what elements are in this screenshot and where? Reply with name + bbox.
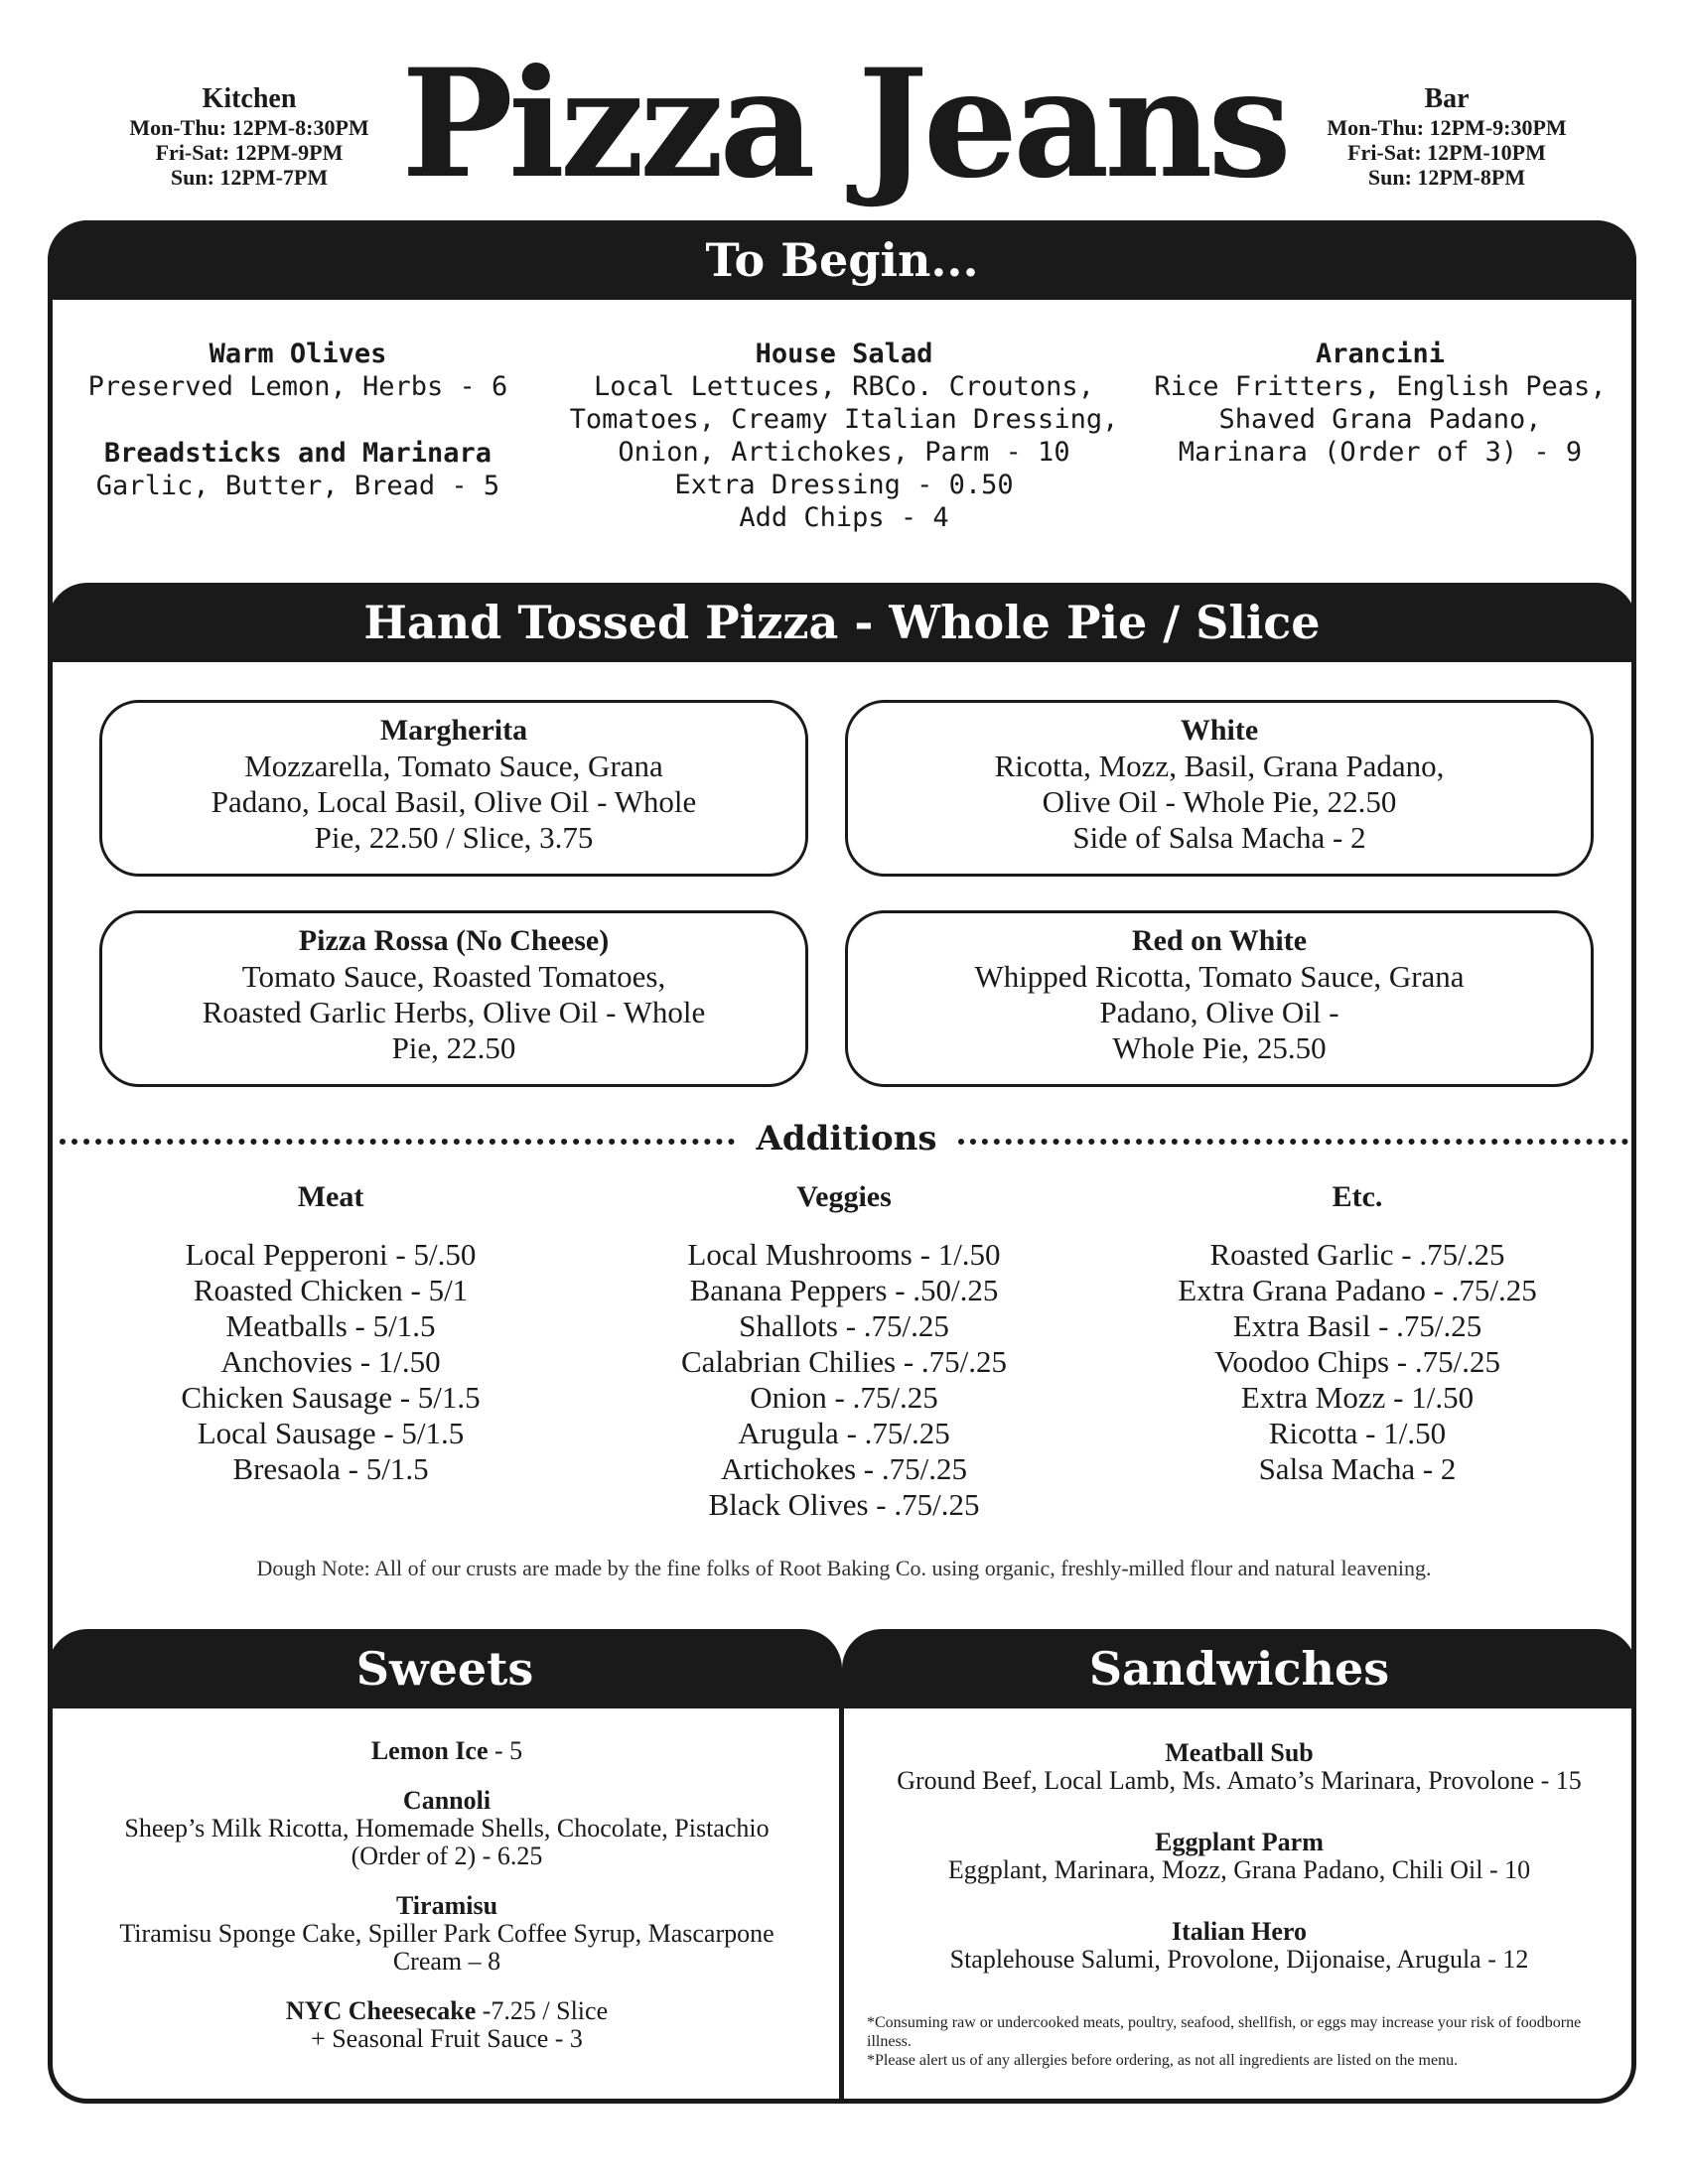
etc-heading: Etc. <box>1332 1180 1383 1213</box>
tiramisu-line: Tiramisu Sponge Cake, Spiller Park Coffee Syrup, Mascarpone <box>119 1919 774 1948</box>
white-line: Olive Oil - Whole Pie, 22.50 <box>1042 784 1397 819</box>
meat-item: Local Pepperoni - 5/.50 <box>185 1237 477 1272</box>
veggies-item: Arugula - .75/.25 <box>738 1416 950 1450</box>
cheesecake-extra: + Seasonal Fruit Sauce - 3 <box>311 2024 583 2053</box>
meat-item: Local Sausage - 5/1.5 <box>197 1416 465 1450</box>
additions-title: Additions <box>740 1119 953 1159</box>
white-box <box>845 700 1594 877</box>
meat-heading: Meat <box>297 1180 364 1213</box>
red-on-white-line: Whipped Ricotta, Tomato Sauce, Grana <box>974 959 1465 994</box>
arancini-line: Rice Fritters, English Peas, <box>1154 371 1607 402</box>
veggies-heading: Veggies <box>796 1180 892 1213</box>
rossa-name: Pizza Rossa (No Cheese) <box>298 924 610 957</box>
cheesecake-name: NYC Cheesecake <box>285 1996 477 2025</box>
cannoli-name: Cannoli <box>402 1786 492 1815</box>
arancini-item <box>1142 338 1618 469</box>
tiramisu-name: Tiramisu <box>395 1891 498 1920</box>
veggies-column <box>586 1179 1102 1523</box>
restaurant-logo: Pizza Jeans <box>401 37 1287 211</box>
breadsticks-desc: Garlic, Butter, Bread - 5 <box>95 471 500 501</box>
eggplant-parm-item <box>852 1829 1626 1884</box>
white-line: Side of Salsa Macha - 2 <box>1072 820 1366 855</box>
veggies-item: Banana Peppers - .50/.25 <box>689 1273 999 1307</box>
disclaimer-foodborne: *Consuming raw or undercooked meats, poultry, seafood, shellfish, or eggs may increase your risk of foodborne illness. <box>867 2014 1582 2050</box>
red-on-white-line: Whole Pie, 25.50 <box>1112 1030 1327 1065</box>
italian-hero-name: Italian Hero <box>1171 1917 1308 1946</box>
meat-item: Bresaola - 5/1.5 <box>232 1451 429 1486</box>
cheesecake-price: -7.25 / Slice <box>476 1996 609 2025</box>
veggies-item: Black Olives - .75/.25 <box>708 1487 980 1522</box>
margherita-line: Padano, Local Basil, Olive Oil - Whole <box>211 784 697 819</box>
eggplant-parm-desc: Eggplant, Marinara, Mozz, Grana Padano, Chili Oil - 10 <box>947 1855 1531 1884</box>
lemon-ice-name: Lemon Ice <box>370 1736 489 1765</box>
meat-item: Roasted Chicken - 5/1 <box>193 1273 469 1307</box>
veggies-item: Onion - .75/.25 <box>750 1380 938 1415</box>
house-salad-line: Extra Dressing - 0.50 <box>674 470 1014 500</box>
etc-column <box>1099 1179 1616 1487</box>
disclaimer-allergies: *Please alert us of any allergies before ordering, as not all ingredients are listed on the menu. <box>867 2052 1459 2069</box>
etc-item: Voodoo Chips - .75/.25 <box>1214 1344 1500 1379</box>
rossa-line: Pie, 22.50 <box>391 1030 516 1065</box>
dough-note: Dough Note: All of our crusts are made by the fine folks of Root Baking Co. using organic, freshly-milled flour and natural leavening. <box>256 1556 1432 1580</box>
red-on-white-line: Padano, Olive Oil - <box>1099 995 1339 1029</box>
bar-hours-line: Mon-Thu: 12PM-9:30PM <box>1327 115 1567 140</box>
additions-divider-right <box>958 1139 1628 1145</box>
meatball-sub-item <box>852 1739 1626 1795</box>
etc-item: Extra Grana Padano - .75/.25 <box>1178 1273 1537 1307</box>
meatball-sub-desc: Ground Beef, Local Lamb, Ms. Amato’s Marinara, Provolone - 15 <box>897 1766 1582 1795</box>
bar-hours-line: Sun: 12PM-8PM <box>1367 165 1526 190</box>
margherita-name: Margherita <box>379 714 528 747</box>
arancini-line: Marinara (Order of 3) - 9 <box>1178 437 1583 468</box>
veggies-item: Calabrian Chilies - .75/.25 <box>680 1344 1008 1379</box>
white-line: Ricotta, Mozz, Basil, Grana Padano, <box>994 749 1445 783</box>
margherita-line: Mozzarella, Tomato Sauce, Grana <box>244 749 663 783</box>
kitchen-hours <box>85 83 413 190</box>
breadsticks-name: Breadsticks and Marinara <box>103 438 492 469</box>
house-salad-line: Add Chips - 4 <box>739 502 949 533</box>
house-salad-line: Onion, Artichokes, Parm - 10 <box>618 437 1070 468</box>
cannoli-line: (Order of 2) - 6.25 <box>351 1842 543 1870</box>
sandwiches-list <box>852 1739 1626 1995</box>
sandwiches-header: Sandwiches <box>842 1629 1636 1708</box>
house-salad-line: Tomatoes, Creamy Italian Dressing, <box>569 404 1119 435</box>
arancini-line: Shaved Grana Padano, <box>1218 404 1542 435</box>
red-on-white-name: Red on White <box>1131 924 1308 957</box>
additions-divider-left <box>60 1139 735 1145</box>
kitchen-hours-line: Mon-Thu: 12PM-8:30PM <box>129 115 369 140</box>
meat-item: Anchovies - 1/.50 <box>220 1344 441 1379</box>
house-salad-item <box>556 338 1132 534</box>
kitchen-title: Kitchen <box>202 83 297 114</box>
tiramisu-line: Cream – 8 <box>392 1947 501 1976</box>
italian-hero-item <box>852 1918 1626 1974</box>
etc-item: Ricotta - 1/.50 <box>1268 1416 1447 1450</box>
lemon-ice-price: - 5 <box>488 1736 523 1765</box>
margherita-box <box>99 700 808 877</box>
rossa-box <box>99 910 808 1087</box>
cannoli-line: Sheep’s Milk Ricotta, Homemade Shells, Chocolate, Pistachio <box>124 1814 770 1843</box>
meat-column <box>72 1179 589 1487</box>
rossa-line: Tomato Sauce, Roasted Tomatoes, <box>241 959 666 994</box>
tiramisu-item <box>60 1892 834 1976</box>
sweets-header: Sweets <box>48 1629 842 1708</box>
pizza-header: Hand Tossed Pizza - Whole Pie / Slice <box>48 583 1636 662</box>
eggplant-parm-name: Eggplant Parm <box>1155 1828 1324 1856</box>
etc-item: Roasted Garlic - .75/.25 <box>1209 1237 1505 1272</box>
italian-hero-desc: Staplehouse Salumi, Provolone, Dijonaise, Arugula - 12 <box>949 1945 1529 1974</box>
warm-olives-desc: Preserved Lemon, Herbs - 6 <box>87 371 508 402</box>
meatball-sub-name: Meatball Sub <box>1165 1738 1314 1767</box>
bar-hours <box>1283 83 1611 190</box>
arancini-name: Arancini <box>1315 339 1446 369</box>
section-divider <box>839 1708 844 2104</box>
cannoli-item <box>60 1787 834 1870</box>
red-on-white-box <box>845 910 1594 1087</box>
to-begin-header: To Begin... <box>48 220 1636 300</box>
kitchen-hours-line: Fri-Sat: 12PM-9PM <box>155 140 344 165</box>
etc-item: Salsa Macha - 2 <box>1258 1451 1457 1486</box>
disclaimer <box>867 2013 1621 2070</box>
warm-olives-name: Warm Olives <box>209 339 387 369</box>
cheesecake-item <box>60 1997 834 2053</box>
meat-item: Meatballs - 5/1.5 <box>225 1308 436 1343</box>
margherita-line: Pie, 22.50 / Slice, 3.75 <box>314 820 594 855</box>
bar-title: Bar <box>1424 83 1470 114</box>
bar-hours-line: Fri-Sat: 12PM-10PM <box>1347 140 1546 165</box>
meat-item: Chicken Sausage - 5/1.5 <box>181 1380 481 1415</box>
kitchen-hours-line: Sun: 12PM-7PM <box>170 165 329 190</box>
veggies-item: Local Mushrooms - 1/.50 <box>687 1237 1001 1272</box>
etc-item: Extra Mozz - 1/.50 <box>1240 1380 1475 1415</box>
rossa-line: Roasted Garlic Herbs, Olive Oil - Whole <box>202 995 706 1029</box>
veggies-item: Shallots - .75/.25 <box>739 1308 949 1343</box>
warm-olives-item <box>60 338 536 403</box>
house-salad-name: House Salad <box>755 339 933 369</box>
breadsticks-item <box>60 437 536 502</box>
lemon-ice-item <box>60 1737 834 1765</box>
veggies-item: Artichokes - .75/.25 <box>721 1451 967 1486</box>
white-name: White <box>1180 714 1259 747</box>
etc-item: Extra Basil - .75/.25 <box>1232 1308 1482 1343</box>
house-salad-line: Local Lettuces, RBCo. Croutons, <box>594 371 1094 402</box>
sweets-list <box>60 1737 834 2075</box>
